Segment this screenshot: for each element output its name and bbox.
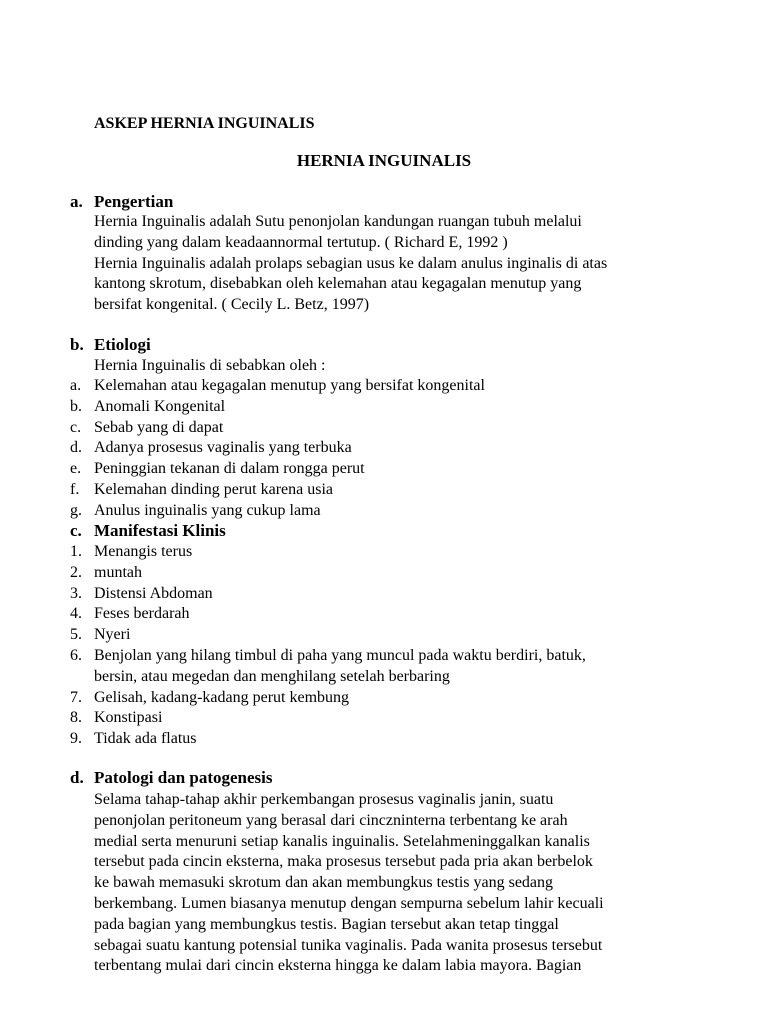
paragraph-line: Hernia Inguinalis adalah prolaps sebagian usus ke dalam anulus inginalis di atas: [94, 254, 608, 272]
list-marker: 5.: [70, 626, 82, 644]
list-text: Sebab yang di dapat: [94, 418, 224, 436]
list-item: [0, 438, 768, 459]
list-item: [0, 376, 768, 397]
section-b-title: Etiologi: [94, 335, 151, 354]
paragraph-line: Hernia Inguinalis adalah Sutu penonjolan kandungan ruangan tubuh melalui: [94, 213, 582, 230]
paragraph-line: ke bawah memasuki skrotum dan akan membungkus testis yang sedang: [94, 874, 554, 892]
list-item: [0, 646, 768, 688]
list-item: [0, 563, 768, 584]
list-item: [0, 688, 768, 709]
paragraph-line: pada bagian yang membungkus testis. Bagian tersebut akan tetap tinggal: [94, 915, 559, 933]
main-heading: HERNIA INGUINALIS: [296, 151, 472, 170]
list-item: [0, 604, 768, 625]
list-text: Peninggian tekanan di dalam rongga perut: [94, 460, 365, 478]
section-c-title: Manifestasi Klinis: [94, 521, 226, 540]
list-text: muntah: [94, 563, 142, 581]
section-c-label: c.: [70, 521, 82, 540]
list-item: [0, 542, 768, 563]
list-marker: 9.: [70, 730, 82, 748]
section-d-label: d.: [70, 768, 84, 787]
paragraph-line: tersebut pada cincin eksterna, maka prosesus tersebut pada pria akan berbelok: [94, 853, 593, 871]
list-text: Benjolan yang hilang timbul di paha yang muncul pada waktu berdiri, batuk,: [94, 646, 586, 664]
list-text: Menangis terus: [94, 543, 193, 560]
section-a-label: a.: [70, 192, 83, 211]
list-item: [0, 459, 768, 480]
list-text: Gelisah, kadang-kadang perut kembung: [94, 688, 350, 706]
section-d-heading: [70, 768, 273, 788]
list-text: Adanya prosesus vaginalis yang terbuka: [94, 439, 352, 457]
paragraph-line: bersifat kongenital. ( Cecily L. Betz, 1997): [94, 296, 370, 314]
section-b-heading: [70, 335, 151, 355]
list-marker: 4.: [70, 605, 82, 623]
list-item: [0, 625, 768, 646]
etiologi-list: [0, 376, 768, 522]
list-item: [0, 708, 768, 729]
list-marker: 2.: [70, 563, 82, 581]
list-marker: f.: [70, 480, 80, 498]
section-d-paragraph: [94, 790, 754, 977]
list-marker: 7.: [70, 688, 82, 706]
list-text: Anomali Kongenital: [94, 397, 226, 415]
list-text: Konstipasi: [94, 709, 163, 727]
list-text: Kelemahan atau kegagalan menutup yang bersifat kongenital: [94, 377, 485, 394]
list-text: Tidak ada flatus: [94, 730, 197, 748]
list-item: [0, 501, 768, 522]
list-marker: 6.: [70, 646, 82, 664]
manifestasi-list: [0, 542, 768, 750]
section-d-title: Patologi dan patogenesis: [94, 768, 273, 787]
paragraph-line: dinding yang dalam keadaannormal tertutup. ( Richard E, 1992 ): [94, 233, 508, 251]
section-a-heading: [70, 192, 173, 212]
list-item: [0, 418, 768, 439]
list-marker: e.: [70, 460, 82, 478]
list-marker: c.: [70, 418, 82, 436]
section-a-title: Pengertian: [94, 192, 174, 211]
list-marker: b.: [70, 397, 82, 415]
section-b-label: b.: [70, 335, 84, 354]
list-text: Feses berdarah: [94, 605, 190, 623]
paragraph-line: sebagai suatu kantung potensial tunika vaginalis. Pada wanita prosesus tersebut: [94, 936, 603, 954]
paragraph-line: kantong skrotum, disebabkan oleh kelemahan atau kegagalan menutup yang: [94, 275, 582, 293]
list-marker: g.: [70, 501, 82, 519]
paragraph-line: terbentang mulai dari cincin eksterna hingga ke dalam labia mayora. Bagian: [94, 957, 582, 975]
section-b-intro: Hernia Inguinalis di sebabkan oleh :: [94, 357, 326, 374]
list-text: Distensi Abdoman: [94, 584, 213, 602]
paragraph-line: Selama tahap-tahap akhir perkembangan prosesus vaginalis janin, suatu: [94, 791, 554, 808]
section-a-paragraph: [94, 212, 754, 316]
list-text-continued: bersin, atau megedan dan menghilang setelah berbaring: [94, 667, 450, 685]
paragraph-line: medial serta menuruni setiap kanalis inguinalis. Setelahmeninggalkan kanalis: [94, 832, 590, 850]
list-marker: d.: [70, 439, 82, 457]
list-marker: 8.: [70, 709, 82, 727]
section-c-heading: [70, 521, 226, 541]
list-marker: 1.: [70, 543, 82, 560]
list-item: [0, 397, 768, 418]
list-marker: a.: [70, 377, 82, 394]
list-item: [0, 729, 768, 750]
list-item: [0, 480, 768, 501]
list-item: [0, 584, 768, 605]
paragraph-line: berkembang. Lumen biasanya menutup dengan sempurna sebelum lahir kecuali: [94, 894, 604, 912]
list-text: Kelemahan dinding perut karena usia: [94, 480, 334, 498]
list-text: Nyeri: [94, 626, 131, 644]
list-text: Anulus inguinalis yang cukup lama: [94, 501, 321, 519]
paragraph-line: penonjolan peritoneum yang berasal dari cinczninterna terbentang ke arah: [94, 811, 568, 829]
list-marker: 3.: [70, 584, 82, 602]
document-title: ASKEP HERNIA INGUINALIS: [94, 115, 315, 132]
